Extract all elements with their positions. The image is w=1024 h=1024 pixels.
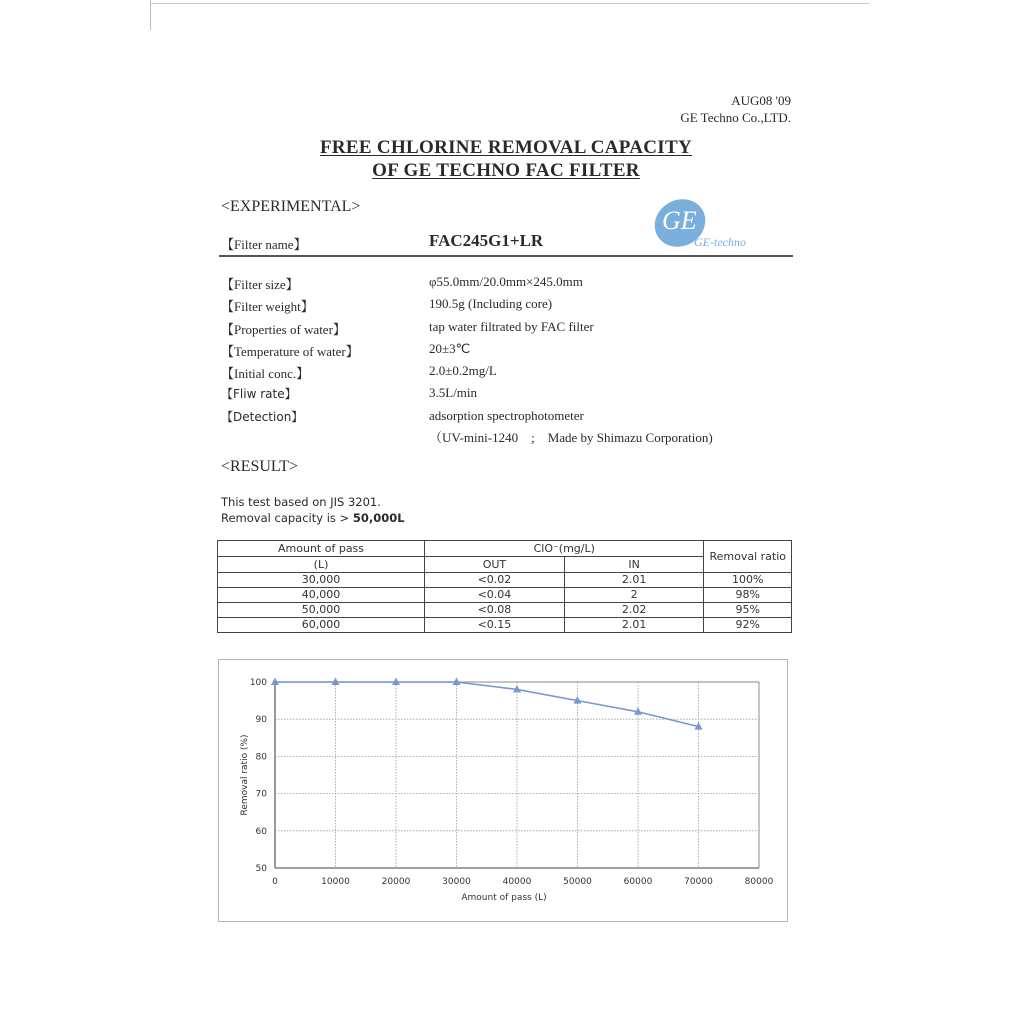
filter-name-label: 【Filter name】 <box>221 237 307 252</box>
table-row <box>218 603 792 618</box>
header-out: OUT <box>425 557 565 573</box>
cell-in: 2.02 <box>564 603 704 618</box>
spec-row <box>221 274 791 296</box>
cell-in: 2 <box>564 588 704 603</box>
x-tick-label: 60000 <box>623 877 653 887</box>
spec-label: 【Temperature of water】 <box>221 343 359 359</box>
title-line-2: OF GE TECHNO FAC FILTER <box>372 160 640 181</box>
cell-amount: 40,000 <box>218 588 425 603</box>
page-edge <box>150 3 870 4</box>
header-ratio: Removal ratio <box>704 541 792 573</box>
result-heading: <RESULT> <box>221 458 299 475</box>
ge-techno-logo <box>652 196 762 252</box>
y-tick-label: 70 <box>255 789 267 800</box>
cell-out: <0.15 <box>425 618 565 633</box>
document-header <box>680 92 791 126</box>
spec-value: φ55.0mm/20.0mm×245.0mm <box>429 274 583 289</box>
divider <box>219 255 793 257</box>
spec-label: 【Filter weight】 <box>221 299 314 315</box>
spec-label: 【Properties of water】 <box>221 321 346 337</box>
x-tick-label: 40000 <box>502 877 532 887</box>
spec-row <box>221 363 791 385</box>
x-tick-label: 80000 <box>744 877 774 887</box>
x-tick-label: 0 <box>272 877 278 887</box>
cell-amount: 50,000 <box>218 603 425 618</box>
filter-name-value: FAC245G1+LR <box>429 231 544 250</box>
x-tick-labels <box>272 877 773 887</box>
header-clo: ClO⁻(mg/L) <box>425 541 704 557</box>
spec-row <box>221 341 791 363</box>
spec-label: 【Filter size】 <box>221 277 299 292</box>
table-header-row <box>218 541 792 557</box>
cell-amount: 60,000 <box>218 618 425 633</box>
result-capacity-prefix: Removal capacity is > <box>221 511 353 525</box>
cell-in: 2.01 <box>564 618 704 633</box>
x-tick-label: 10000 <box>321 877 350 887</box>
document-date: AUG08 '09 <box>731 93 791 108</box>
spec-value: 20±3℃ <box>429 340 471 356</box>
spec-row <box>221 319 791 341</box>
x-tick-label: 70000 <box>684 877 713 887</box>
result-capacity-value: 50,000L <box>352 511 405 525</box>
cell-ratio: 92% <box>704 618 792 633</box>
table-row <box>218 573 792 588</box>
experimental-heading: <EXPERIMENTAL> <box>221 198 361 215</box>
spec-value: adsorption spectrophotometer <box>429 407 584 423</box>
title-line-1: FREE CHLORINE REMOVAL CAPACITY <box>320 137 692 158</box>
cell-in: 2.01 <box>564 573 704 588</box>
series-line <box>275 682 699 727</box>
y-tick-label: 80 <box>255 752 267 763</box>
header-amount: Amount of pass <box>218 541 425 557</box>
x-axis-label: Amount of pass (L) <box>461 893 547 903</box>
removal-ratio-chart <box>218 659 788 922</box>
logo-text: GE-techno <box>694 235 746 249</box>
y-tick-label: 50 <box>255 864 267 874</box>
x-tick-label: 50000 <box>563 877 592 887</box>
spec-value: 2.0±0.2mg/L <box>429 363 497 379</box>
result-capacity <box>221 510 405 526</box>
chart-svg <box>219 660 787 921</box>
table-row <box>218 618 792 633</box>
detection-detail: （UV-mini-1240 ; Made by Shimazu Corporation) <box>429 430 713 445</box>
spec-value: tap water filtrated by FAC filter <box>429 318 594 334</box>
spec-value: 190.5g (Including core) <box>429 296 553 312</box>
spec-label: 【Fliw rate】 <box>221 387 297 402</box>
spec-value: 3.5L/min <box>429 385 478 401</box>
result-summary <box>221 494 405 526</box>
page-edge <box>150 0 151 30</box>
table-row <box>218 588 792 603</box>
header-in: IN <box>564 557 704 573</box>
y-tick-label: 60 <box>255 826 267 837</box>
logo-icon <box>652 196 762 252</box>
chart-grid <box>275 682 759 868</box>
cell-out: <0.08 <box>425 603 565 618</box>
y-tick-label: 100 <box>249 678 267 688</box>
x-tick-label: 30000 <box>442 877 471 887</box>
y-tick-label: 90 <box>255 715 267 726</box>
cell-out: <0.02 <box>425 573 565 588</box>
y-tick-labels <box>250 678 267 874</box>
cell-ratio: 95% <box>704 603 792 618</box>
spec-row <box>221 296 791 318</box>
spec-list <box>221 274 791 430</box>
x-tick-label: 20000 <box>381 877 411 887</box>
header-amount-unit: (L) <box>218 557 425 573</box>
company-name: GE Techno Co.,LTD. <box>680 110 791 125</box>
spec-label: 【Detection】 <box>221 409 304 424</box>
result-standard: This test based on JIS 3201. <box>221 495 381 509</box>
cell-amount: 30,000 <box>218 573 425 588</box>
cell-out: <0.04 <box>425 588 565 603</box>
spec-row <box>221 385 791 407</box>
logo-monogram: GE <box>662 206 697 235</box>
page-title <box>200 136 812 182</box>
cell-ratio: 98% <box>704 588 792 603</box>
spec-label: 【Initial conc.】 <box>221 366 310 382</box>
y-axis-label: Removal ratio (%) <box>240 734 250 816</box>
cell-ratio: 100% <box>704 573 792 588</box>
results-table <box>217 540 792 633</box>
